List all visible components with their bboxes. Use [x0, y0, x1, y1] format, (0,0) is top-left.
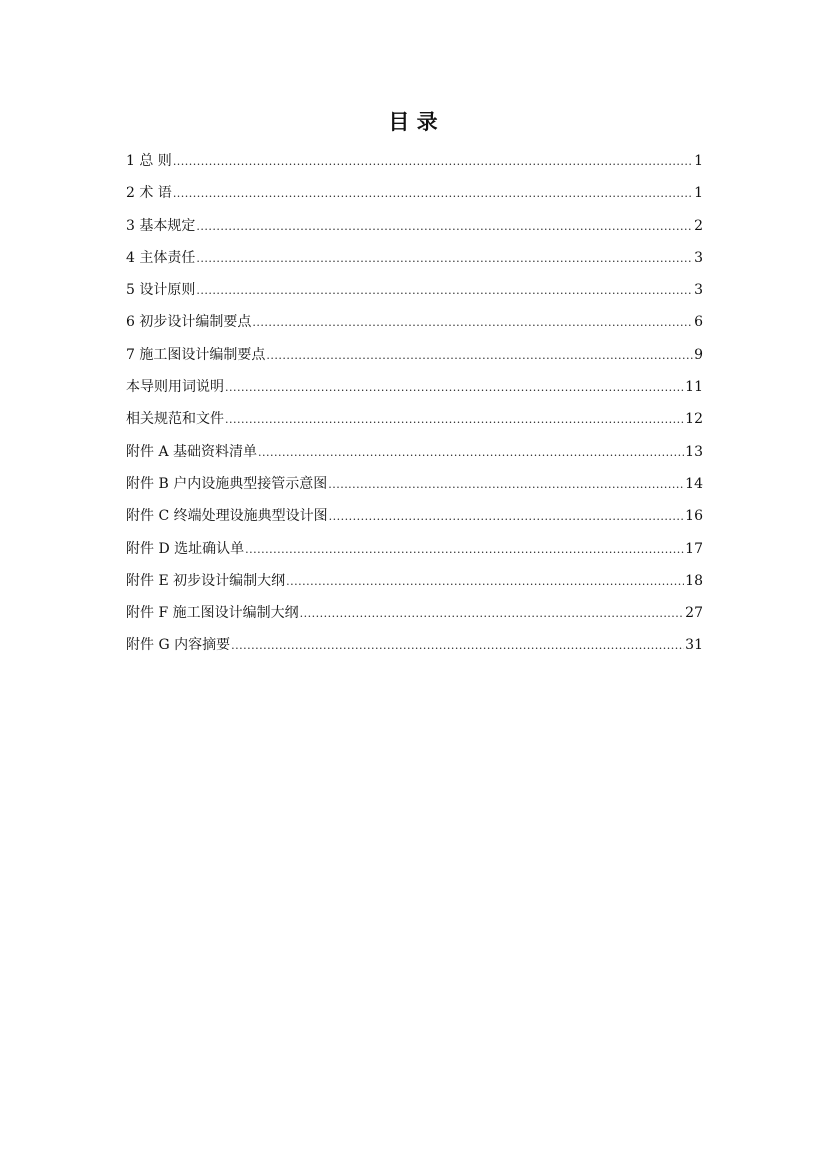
dot-leader: [196, 246, 693, 272]
toc-entry-label: 5 设计原则: [126, 282, 196, 299]
dot-leader: [328, 472, 684, 498]
dot-leader: [225, 407, 684, 433]
dot-leader: [300, 601, 685, 627]
toc-entry-page: 1: [694, 185, 703, 202]
toc-title: 目 录: [388, 110, 438, 134]
toc-entry-label: 6 初步设计编制要点: [126, 314, 252, 331]
toc-entry-label: 3 基本规定: [126, 217, 196, 234]
toc-entry-label: 附件 B 户内设施典型接管示意图: [126, 475, 328, 492]
toc-entry-basic-rules[interactable]: [126, 213, 703, 245]
dot-leader: [329, 504, 685, 530]
toc-entry-page: 2: [694, 217, 703, 234]
toc-entry-design-principles[interactable]: [126, 277, 703, 309]
toc-entry-label: 1 总 则: [126, 153, 172, 169]
toc-entry-label: 2 术 语: [126, 185, 172, 202]
toc-entry-page: 11: [685, 379, 703, 396]
toc-entry-label: 附件 A 基础资料清单: [126, 443, 258, 460]
toc-entry-page: 12: [685, 411, 703, 428]
toc-entry-page: 6: [694, 314, 703, 331]
toc-entry-preliminary-design[interactable]: [126, 309, 703, 341]
toc-entry-general[interactable]: [126, 148, 703, 180]
toc-entry-label: 相关规范和文件: [126, 411, 224, 428]
toc-entry-label: 本导则用词说明: [126, 379, 224, 396]
toc-entry-page: 31: [685, 637, 703, 654]
toc-entry-terms[interactable]: [126, 180, 703, 212]
toc-entry-appendix-f[interactable]: [126, 600, 703, 632]
dot-leader: [286, 569, 684, 595]
toc-entry-page: 18: [685, 572, 703, 589]
dot-leader: [266, 343, 693, 369]
toc-entry-label: 附件 C 终端处理设施典型设计图: [126, 508, 328, 525]
dot-leader: [196, 278, 693, 304]
dot-leader: [252, 310, 693, 336]
toc-entry-page: 3: [694, 249, 703, 266]
dot-leader: [173, 149, 693, 175]
toc-entry-page: 9: [694, 346, 703, 363]
toc-entry-appendix-e[interactable]: [126, 568, 703, 600]
dot-leader: [196, 214, 693, 240]
toc-entry-label: 7 施工图设计编制要点: [126, 346, 266, 363]
dot-leader: [245, 537, 684, 563]
toc-entry-label: 附件 D 选址确认单: [126, 540, 245, 557]
toc-entry-page: 13: [685, 443, 703, 460]
toc-entry-appendix-b[interactable]: [126, 471, 703, 503]
toc-entry-page: 16: [685, 508, 703, 525]
toc-entry-label: 附件 E 初步设计编制大纲: [126, 572, 286, 589]
table-of-contents: [126, 148, 703, 665]
toc-entry-label: 4 主体责任: [126, 249, 196, 266]
toc-entry-responsibilities[interactable]: [126, 245, 703, 277]
toc-entry-appendix-a[interactable]: [126, 439, 703, 471]
dot-leader: [231, 633, 684, 659]
toc-entry-page: 17: [685, 540, 703, 557]
dot-leader: [173, 181, 693, 207]
toc-entry-page: 27: [685, 605, 703, 622]
toc-entry-page: 3: [694, 282, 703, 299]
toc-entry-appendix-d[interactable]: [126, 536, 703, 568]
toc-entry-appendix-g[interactable]: [126, 632, 703, 664]
toc-entry-page: 1: [694, 153, 703, 169]
toc-entry-references[interactable]: [126, 406, 703, 438]
toc-entry-label: 附件 G 内容摘要: [126, 637, 231, 654]
toc-entry-appendix-c[interactable]: [126, 503, 703, 535]
dot-leader: [258, 440, 684, 466]
toc-entry-page: 14: [685, 475, 703, 492]
toc-entry-construction-drawing[interactable]: [126, 342, 703, 374]
toc-entry-wording[interactable]: [126, 374, 703, 406]
dot-leader: [225, 375, 684, 401]
toc-entry-label: 附件 F 施工图设计编制大纲: [126, 605, 299, 622]
